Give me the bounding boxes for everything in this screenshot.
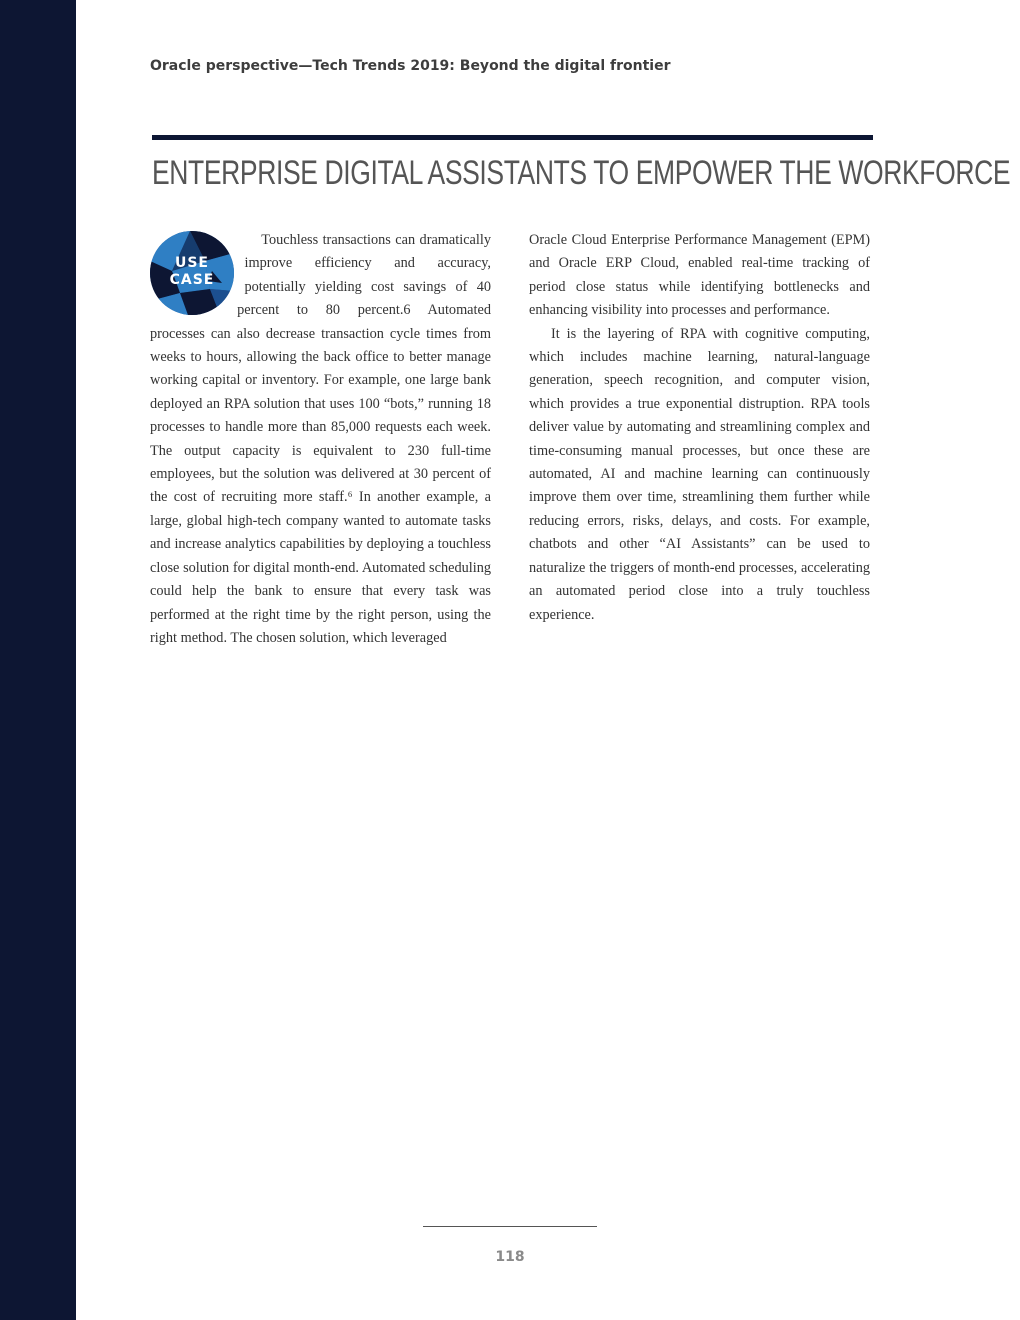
body-column-left <box>150 229 491 650</box>
section-rule <box>152 135 873 140</box>
footer-rule <box>423 1226 597 1227</box>
use-case-badge <box>150 231 234 315</box>
body-paragraph-right-2: It is the layering of RPA with cognitive computing, which includes machine learning, natural-language generation, speech recognition, and computer vision, which provides a true exponential distruption. RPA tools deliver value by automating and streamlining complex and time-consuming manual processes, but once these are automated, AI and machine learning can continuously improve them over time, streamlining them further while reducing errors, risks, delays, and costs. For example, chatbots and other “AI Assistants” can be used to naturalize the triggers of month-end processes, accelerating an automated period close into a truly touchless experience. <box>529 325 870 623</box>
badge-line-1: USE <box>174 255 209 271</box>
page-number: 118 <box>495 1249 525 1265</box>
running-header: Oracle perspective—Tech Trends 2019: Beyond the digital frontier <box>150 58 671 74</box>
body-text-left: Touchless transactions can dramatically improve efficiency and accuracy, potentially yielding cost savings of 40 percent to 80 percent.6 Automated processes can also decrease transaction cycle times from weeks to hours, allowing the back office to better manage working capital or inventory. For example, one large bank deployed an RPA solution that uses 100 “bots,” running 18 processes to handle more than 85,000 requests each week. The output capacity is equivalent to 230 full-time employees, but the solution was delivered at 30 percent of the cost of recruiting more staff.⁶ In another example, a large, global high-tech company wanted to automate tasks and increase analytics capabilities by deploying a touchless close solution for digital month-end. Automated scheduling could help the bank to ensure that every task was performed at the right time by the right person, using the right method. The chosen solution, which leveraged <box>150 232 491 646</box>
section-title: ENTERPRISE DIGITAL ASSISTANTS TO EMPOWER THE WORKFORCE <box>152 154 1011 192</box>
body-column-right <box>529 229 870 627</box>
body-paragraph-right-1: Oracle Cloud Enterprise Performance Management (EPM) and Oracle ERP Cloud, enabled real-time tracking of period close status while identifying bottlenecks and enhancing visibility into processes and performance. <box>529 232 870 319</box>
use-case-badge-label <box>150 255 234 289</box>
badge-line-2: CASE <box>169 272 215 288</box>
left-margin-bar <box>0 0 76 1320</box>
